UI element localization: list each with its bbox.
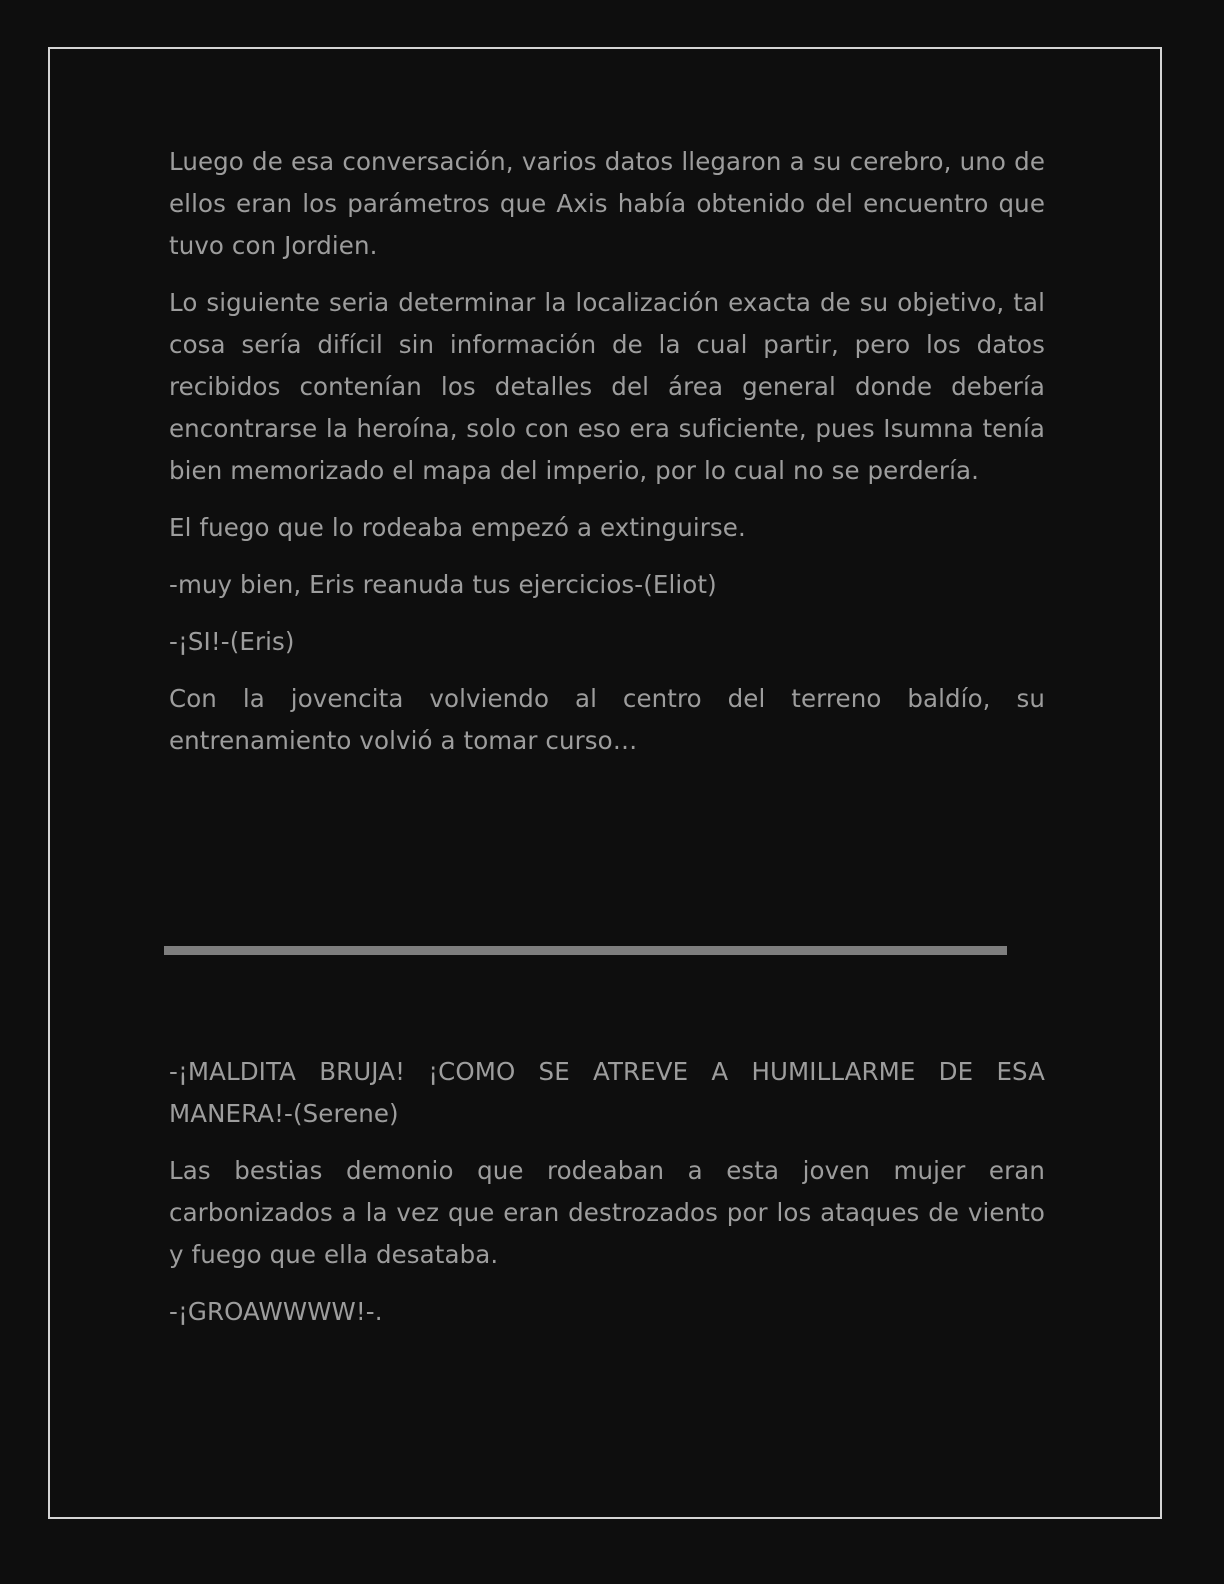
paragraph: Con la jovencita volviendo al centro del terreno baldío, su entrenamiento volvió a tomar curso… [169,684,1045,755]
paragraph: El fuego que lo rodeaba empezó a extinguirse. [169,513,746,542]
dialogue-line: -¡SI!-(Eris) [169,627,295,656]
dialogue-line: -¡MALDITA BRUJA! ¡COMO SE ATREVE A HUMILLARME DE ESA MANERA!-(Serene) [169,1057,1045,1128]
dialogue-line: -¡GROAWWWW!-. [169,1297,383,1326]
paragraph: Lo siguiente seria determinar la localización exacta de su objetivo, tal cosa sería difícil sin información de la cual partir, pero los datos recibidos contenían los detalles del área general donde debería encontrarse la heroína, solo con eso era suficiente, pues Isumna tenía bien memorizado el mapa del imperio, por lo cual no se perdería. [169,288,1045,485]
dialogue-line: -muy bien, Eris reanuda tus ejercicios-(Eliot) [169,570,717,599]
scene-divider [164,946,1007,955]
paragraph: Luego de esa conversación, varios datos llegaron a su cerebro, uno de ellos eran los parámetros que Axis había obtenido del encuentro que tuvo con Jordien. [169,147,1045,260]
text-section-2 [169,1051,1045,1348]
text-section-1 [169,141,1045,777]
paragraph: Las bestias demonio que rodeaban a esta joven mujer eran carbonizados a la vez que eran destrozados por los ataques de viento y fuego que ella desataba. [169,1156,1045,1269]
